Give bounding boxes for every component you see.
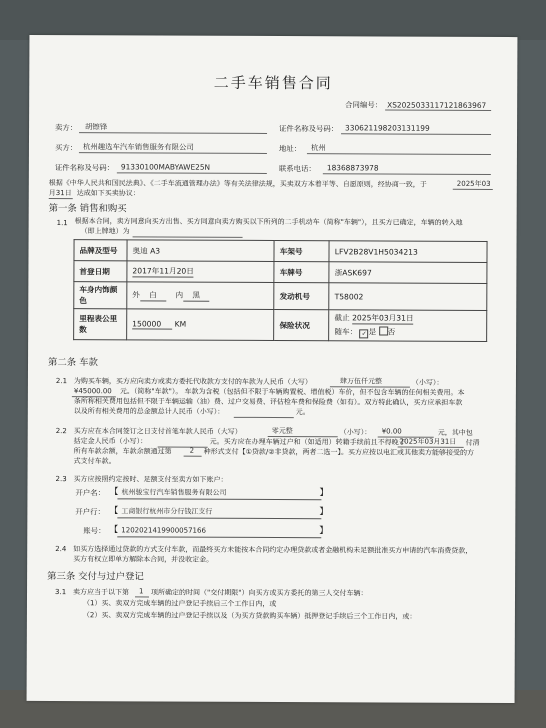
seller-label: 卖方： [55, 123, 78, 133]
mileage-value: 150000 [132, 319, 172, 329]
clause-2-3-no: 2.3 [55, 475, 67, 484]
clause-2-4-line-a: 如买方选择通过贷款的方式支付车款，而最终买方未能按本合同约定办理贷款或者金融机构未足额批准买方申请的汽车消费贷款， [73, 545, 473, 555]
clause-2-1-line-a: 为购买车辆，买方应向卖方或卖方委托代收款方支付的车款为人民币（大写） [73, 377, 312, 387]
clause-2-4-line-b: 买方有权立即单方解除本合同，并没收定金。 [73, 555, 214, 564]
section-2-title: 第二条 车款 [48, 357, 98, 369]
insurance-expiry: 2025年03月31日 [352, 313, 414, 323]
seller-id-label: 证件名称及号码： [279, 124, 339, 134]
buyer-id: 91330100MABYAWE25N [120, 162, 211, 172]
clause-2-1-amount-cn: 肆万伍仟元整 [339, 377, 382, 386]
reg-date-cell [127, 261, 274, 283]
phone: 18368873978 [326, 163, 379, 173]
vin-value: LFV2B28V1H5034213 [329, 241, 487, 263]
account-no-label: 账号： [83, 526, 106, 536]
buyer-name: 杭州趣选车汽车销售服务有限公司 [82, 142, 194, 152]
contract-paper [27, 35, 518, 703]
account-bank-label: 开户行： [75, 507, 105, 517]
account-no-underline [117, 536, 321, 538]
clause-3-1-option-2: （2）买、卖双方完成车辆的过户登记手续以及（为买方贷款购买车辆）抵押登记手续后三个工作日内，或： [82, 611, 417, 621]
bracket-close-2: 】 [319, 507, 329, 518]
address-underline [307, 153, 491, 155]
yes-checkbox[interactable]: ✓ [361, 330, 367, 338]
background-top [0, 0, 546, 40]
clause-2-2-lower-label: （小写）： [339, 428, 372, 437]
seller-id: 330621198203131199 [345, 123, 430, 133]
brand-value: 奥迪 A3 [127, 240, 274, 262]
contract-no-underline [385, 109, 491, 110]
color-cell [127, 282, 274, 310]
bracket-close-1: 】 [319, 488, 329, 499]
bracket-close-3: 】 [319, 526, 329, 537]
engine-label: 发动机号 [274, 283, 329, 310]
clause-2-2-line-b2: 元。买方应在办理车辆过户和（如适用）转籍手续前且不得晚于 [209, 437, 406, 447]
buyer-label: 买方： [54, 143, 78, 153]
clause-2-2-line-d: 式支付车款。 [73, 457, 116, 466]
engine-value: T58002 [329, 283, 487, 311]
preamble-line-1: 根据《中华人民共和国民法典》、《二手车流通管理办法》等有关法律法规，买卖双方本着平等、自愿原则，经协商一致，于 [48, 179, 427, 189]
bracket-open-1: 【 [109, 487, 119, 498]
account-bank-underline [117, 517, 321, 519]
mileage-cell [127, 309, 274, 341]
seller-underline [79, 132, 267, 134]
yes-label: 是 [368, 327, 377, 337]
clause-1-1-line-b: （即上牌地）为 [80, 227, 130, 236]
no-checkbox[interactable] [379, 326, 388, 335]
exterior-prefix: 外 [132, 290, 140, 300]
clause-3-1-option-1: （1）买、卖双方完成车辆的过户登记手续后三个工作日内，或 [82, 599, 277, 609]
insurance-expiry-prefix: 截止 [334, 313, 350, 323]
vin-label: 车架号 [274, 241, 329, 262]
clause-3-1-line-a: 卖方应当于以下第 [73, 588, 130, 597]
interior-color: 黑 [183, 290, 209, 302]
clause-2-2-option: 2 [189, 446, 195, 455]
clause-1-1-no: 1.1 [56, 219, 68, 228]
clause-2-4-no: 2.4 [55, 545, 67, 554]
color-label: 车身内饰颜色 [74, 282, 127, 309]
clause-2-2-line-c2: 种形式支付【①贷款/②非贷款，两者二选一】。买方应按以电汇或其他卖方能够接受的方 [203, 447, 475, 457]
reg-date-label: 首登日期 [74, 261, 127, 282]
clause-2-1-line-c: 条所称相关费用包括但不限于车辆运输（油）费、过户交易费、评估检车费和保险费（如有）。双方特此确认，买方应承担车款 [73, 397, 463, 407]
address: 杭州 [310, 143, 326, 153]
delivery-option-underline [135, 596, 149, 597]
section-3-title: 第三条 交付与过户登记 [47, 571, 144, 583]
clause-2-1-line-d: 以及所有相关费用的总金额总计人民币（小写）： [73, 407, 225, 416]
clause-2-2-line-c: 所有车款余额，车款余额通过第 [73, 447, 172, 456]
section-1-title: 第一条 销售和购买 [48, 203, 127, 215]
insurance-cell [329, 310, 487, 342]
seller-id-underline [341, 133, 491, 135]
clause-2-2-line-b3: 付清 [465, 438, 480, 447]
preamble-date-underline-a [453, 189, 493, 190]
clause-2-1-line-b: 元。（简称"车款"）。 车款为含税（包括但不限于车辆购置税、增值税）车价，但不包含车辆的任何相关费用。本 [119, 387, 465, 397]
contract-no-label: 合同编号： [345, 100, 383, 110]
interior-prefix: 内 [175, 290, 184, 300]
clause-2-2-no: 2.2 [55, 427, 67, 436]
clause-3-1-no: 3.1 [55, 588, 67, 597]
account-name-underline [117, 498, 321, 500]
buyer-underline [79, 152, 267, 154]
option-underline [184, 456, 202, 457]
no-label: 否 [387, 327, 396, 337]
bracket-open-3: 【 [109, 525, 119, 536]
vehicle-table [73, 239, 487, 342]
clause-2-1-lower-label: （小写）： [411, 378, 444, 387]
preamble-line-2: 达成如下买卖协议： [76, 189, 140, 198]
mileage-label: 里程表公里数 [74, 309, 127, 340]
exterior-color: 白 [140, 289, 166, 301]
document-title: 二手车销售合同 [213, 73, 333, 93]
preamble-date-underline-b [49, 198, 73, 199]
plate-label: 车牌号 [274, 262, 329, 283]
clause-2-3-line-a: 买方应按照约定按时、足额支付至卖方如下账户： [73, 475, 228, 484]
clause-2-2-amount-cn: 零元整 [271, 426, 293, 436]
phone-label: 联系电话： [278, 164, 316, 174]
clause-2-2-amount: ¥0.00 [381, 427, 402, 436]
buyer-id-underline [117, 172, 267, 174]
clause-2-2-line-a-end: 元，其中包 [437, 428, 473, 437]
clause-3-1-line-a2: 项所确定的时间（"交付期限"）向买方或买方委托的第三人交付车辆： [151, 588, 368, 598]
registration-place-underline [133, 236, 243, 237]
clause-1-1-line-a: 根据本合同，卖方同意向买方出售、买方同意向卖方购买以下所列的二手机动车（简称"车辆"），且买方已确定，车辆的转入地 [74, 217, 463, 227]
account-name-label: 开户名： [75, 488, 106, 498]
brand-label: 品牌及型号 [74, 240, 127, 261]
account-name: 杭州骏宝行汽车销售服务有限公司 [121, 488, 227, 497]
clause-2-2-line-b: 括定金人民币（小写）： [73, 437, 148, 446]
clause-2-2-line-a: 买方应在本合同签订之日支付首笔车款人民币（大写） [73, 427, 242, 436]
contract-no: XS2025033117121863967 [387, 100, 487, 110]
clause-2-1-amount: ¥45000.00 [73, 387, 112, 396]
clause-2-1-no: 2.1 [55, 377, 68, 386]
plate-value: 浙ASK697 [329, 262, 487, 284]
reg-date-value: 2017年11月20日 [132, 266, 194, 276]
seller-name: 胡镲锋 [85, 122, 108, 132]
preamble-date-b: 月31日 [48, 189, 72, 198]
account-bank: 工商银行杭州市分行钱江支行 [121, 507, 213, 516]
account-no: 1202021419900057166 [121, 526, 206, 535]
bracket-open-2: 【 [109, 506, 119, 517]
preamble-date-a: 2025年03 [456, 179, 491, 188]
total-underline [234, 417, 294, 418]
phone-underline [323, 173, 491, 175]
clause-2-2-date: 2025年03月31日 [399, 437, 457, 446]
clause-2-1-line-d-end: 元。 [295, 408, 310, 417]
insurance-with-label: 随车： [334, 327, 358, 337]
buyer-id-label: 证件名称及号码： [54, 163, 115, 173]
mileage-unit: KM [174, 319, 187, 329]
address-label: 地址： [278, 144, 302, 154]
clause-3-1-option: 1 [139, 587, 144, 596]
insurance-label: 保险状况 [274, 310, 329, 341]
